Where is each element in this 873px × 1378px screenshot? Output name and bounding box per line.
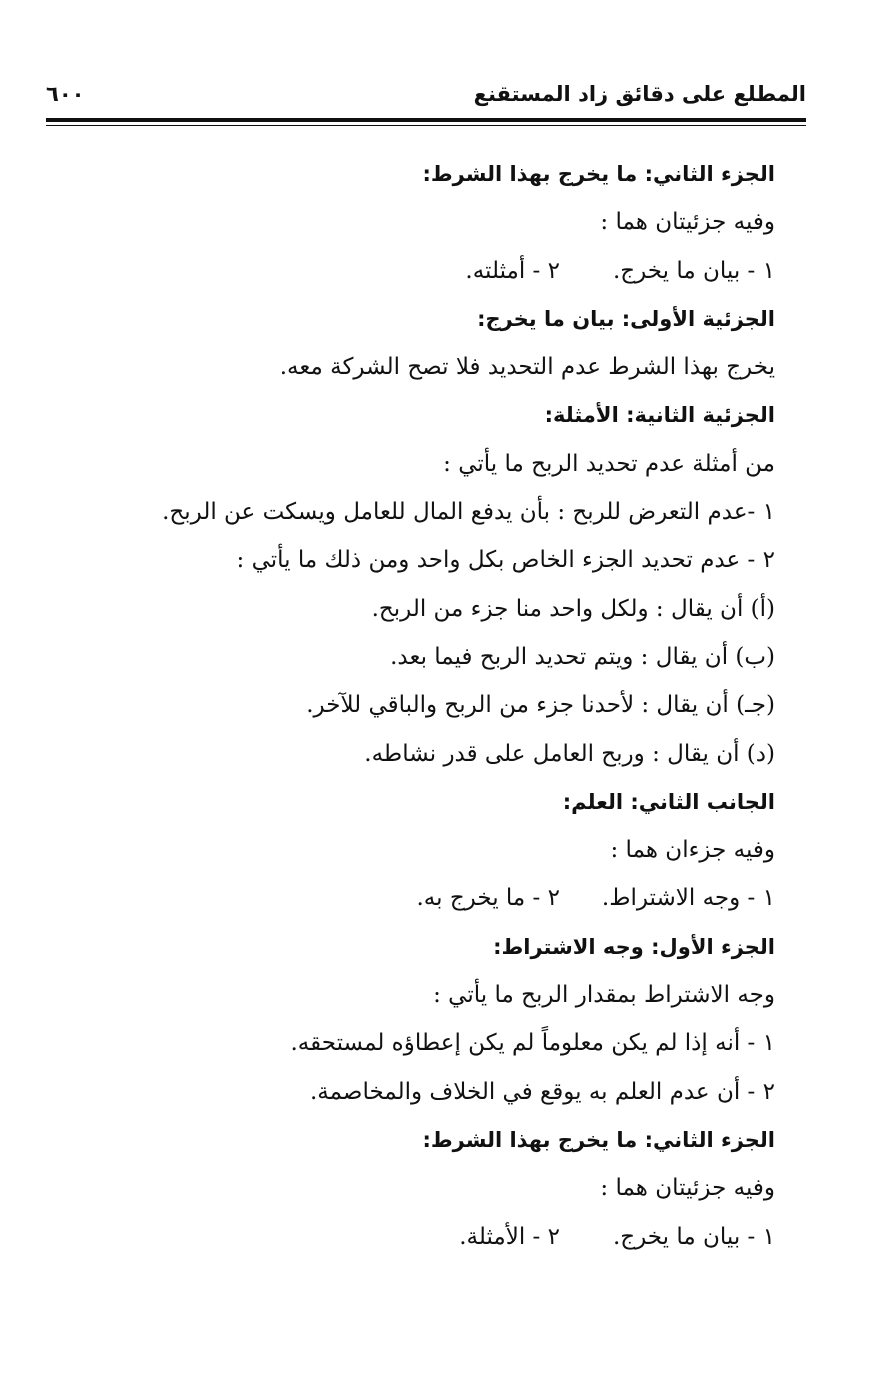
section-heading: الجانب الثاني: العلم:	[562, 789, 775, 814]
pair-item-first: ١ - بيان ما يخرج.	[612, 1223, 775, 1250]
header-rule-thick	[46, 118, 806, 122]
body-line: وفيه جزئيتان هما :	[600, 1175, 775, 1202]
section-heading: الجزء الأول: وجه الاشتراط:	[493, 934, 775, 959]
numbered-pair	[75, 247, 775, 295]
numbered-pair	[75, 1213, 775, 1261]
pair-item-first: ١ - بيان ما يخرج.	[612, 257, 775, 284]
running-header	[46, 82, 806, 118]
body-line: يخرج بهذا الشرط عدم التحديد فلا تصح الشركة معه.	[279, 354, 775, 381]
pair-item-first: ١ - وجه الاشتراط.	[601, 885, 775, 912]
body-line: (ب) أن يقال : ويتم تحديد الربح فيما بعد.	[390, 643, 775, 670]
numbered-pair	[75, 874, 775, 922]
body-line: وجه الاشتراط بمقدار الربح ما يأتي :	[433, 982, 775, 1009]
body-line: وفيه جزءان هما :	[610, 837, 775, 864]
body-line: من أمثلة عدم تحديد الربح ما يأتي :	[443, 450, 775, 477]
body-line: (جـ) أن يقال : لأحدنا جزء من الربح والباقي للآخر.	[306, 692, 775, 719]
book-title: المطلع على دقائق زاد المستقنع	[473, 82, 806, 106]
section-heading: الجزء الثاني: ما يخرج بهذا الشرط:	[422, 162, 775, 186]
page-number: ٦٠٠	[46, 82, 85, 106]
body-line: ٢ - عدم تحديد الجزء الخاص بكل واحد ومن ذلك ما يأتي :	[236, 547, 775, 574]
pair-item-second: ٢ - الأمثلة.	[459, 1223, 560, 1250]
page-body	[75, 150, 775, 1261]
body-line: (د) أن يقال : وربح العامل على قدر نشاطه.	[364, 740, 775, 767]
body-line: وفيه جزئيتان هما :	[600, 209, 775, 236]
section-heading: الجزء الثاني: ما يخرج بهذا الشرط:	[422, 1127, 775, 1152]
header-rule-thin	[46, 125, 806, 126]
section-heading: الجزئية الأولى: بيان ما يخرج:	[477, 306, 775, 331]
pair-item-second: ٢ - ما يخرج به.	[416, 885, 560, 912]
body-line: (أ) أن يقال : ولكل واحد منا جزء من الربح.	[371, 595, 775, 622]
pair-item-second: ٢ - أمثلته.	[465, 257, 560, 284]
section-heading: الجزئية الثانية: الأمثلة:	[544, 403, 775, 428]
body-line: ١ -عدم التعرض للربح : بأن يدفع المال للعامل ويسكت عن الربح.	[162, 499, 775, 526]
body-line: ٢ - أن عدم العلم به يوقع في الخلاف والمخاصمة.	[309, 1078, 775, 1105]
body-line: ١ - أنه إذا لم يكن معلوماً لم يكن إعطاؤه لمستحقه.	[290, 1030, 775, 1057]
